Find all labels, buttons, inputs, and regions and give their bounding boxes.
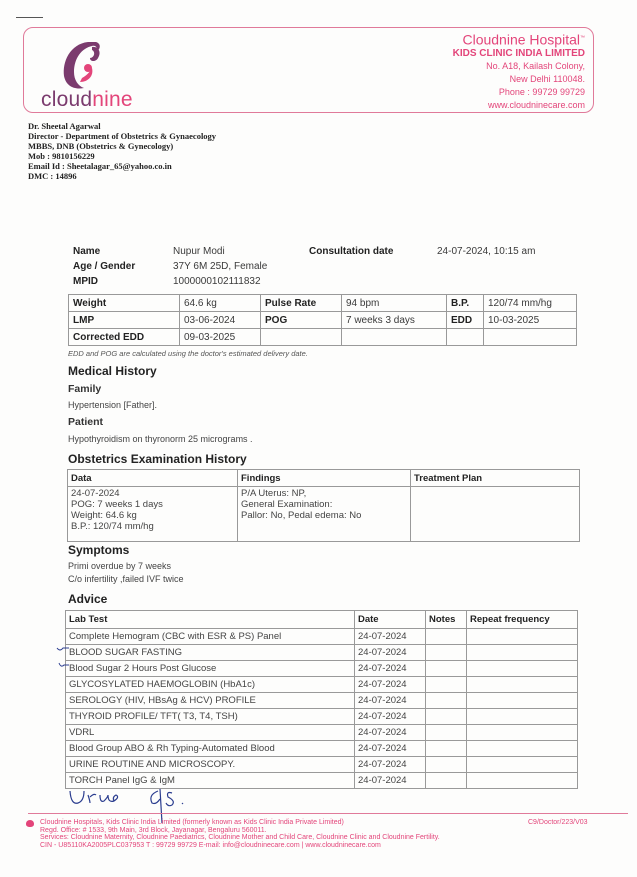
lab-repeat [467, 757, 578, 773]
lab-date: 24-07-2024 [355, 645, 426, 661]
lab-date: 24-07-2024 [355, 773, 426, 789]
footer-line-1: Cloudnine Hospitals, Kids Clinic India Limited (formerly known as Kids Clinic India Private Limited) [40, 819, 344, 826]
lab-repeat [467, 773, 578, 789]
empty-cell [342, 329, 447, 346]
doctor-info [28, 121, 216, 181]
name-label: Name [73, 246, 101, 257]
lmp-value: 03-06-2024 [180, 312, 261, 329]
lab-test: TORCH Panel IgG & IgM [66, 773, 355, 789]
lab-notes [426, 677, 467, 693]
family-heading: Family [68, 383, 102, 395]
hospital-address-block [453, 30, 585, 112]
lab-date: 24-07-2024 [355, 725, 426, 741]
col-lab-test: Lab Test [66, 611, 355, 629]
symptom-line: C/o infertility ,failed IVF twice [68, 574, 184, 584]
obstetrics-header-row [68, 470, 580, 487]
col-date: Date [355, 611, 426, 629]
lab-repeat [467, 629, 578, 645]
symptoms-heading: Symptoms [68, 543, 130, 557]
advice-heading: Advice [68, 592, 108, 606]
mpid-label: MPID [73, 276, 98, 287]
obstetrics-table [67, 469, 580, 542]
advice-table [65, 610, 578, 789]
exam-pog: POG: 7 weeks 1 days [71, 499, 163, 510]
symptom-line: Primi overdue by 7 weeks [68, 561, 172, 571]
advice-row [66, 709, 578, 725]
lab-test: Blood Sugar 2 Hours Post Glucose [66, 661, 355, 677]
lab-date: 24-07-2024 [355, 629, 426, 645]
exam-weight: Weight: 64.6 kg [71, 510, 137, 521]
bp-label: B.P. [447, 295, 484, 312]
top-dash-mark [16, 17, 43, 18]
doctor-mobile: Mob : 9810156229 [28, 151, 95, 161]
footer-divider [28, 813, 628, 814]
doctor-email: Email Id : Sheetalagar_65@yahoo.co.in [28, 161, 172, 171]
handwritten-tick-icon [58, 659, 70, 669]
footer-line-4: CIN - U85110KA2005PLC037953 T : 99729 99729 E-mail: info@cloudninecare.com | www.cloudninecare.com [40, 841, 381, 849]
lab-notes [426, 773, 467, 789]
empty-cell [447, 329, 484, 346]
pog-value: 7 weeks 3 days [342, 312, 447, 329]
corrected-edd-value: 09-03-2025 [180, 329, 261, 346]
lab-date: 24-07-2024 [355, 741, 426, 757]
footer-line-3: Services: Cloudnine Maternity, Cloudnine Paediatrics, Cloudnine Mother and Child Care, Cloudnine Clinic and Cloudnine Fertility. [40, 834, 440, 841]
lab-repeat [467, 693, 578, 709]
address-line-2: New Delhi 110048. [509, 73, 585, 84]
advice-header-row [66, 611, 578, 629]
lab-test: SEROLOGY (HIV, HBsAg & HCV) PROFILE [66, 693, 355, 709]
cloudnine-wordmark [41, 88, 133, 112]
lab-notes [426, 645, 467, 661]
pulse-value: 94 bpm [342, 295, 447, 312]
weight-value: 64.6 kg [180, 295, 261, 312]
lmp-label: LMP [69, 312, 180, 329]
advice-row [66, 725, 578, 741]
patient-history: Hypothyroidism on thyronorm 25 micrograms . [68, 434, 253, 444]
lab-repeat [467, 645, 578, 661]
lab-repeat [467, 725, 578, 741]
col-findings: Findings [238, 470, 411, 487]
lab-repeat [467, 677, 578, 693]
col-repeat-frequency: Repeat frequency [467, 611, 578, 629]
advice-row [66, 661, 578, 677]
consultation-date-label: Consultation date [309, 246, 394, 257]
patient-age: 37Y 6M 25D, Female [173, 261, 268, 272]
obstetrics-row [68, 487, 580, 542]
finding-line: General Examination: [241, 499, 333, 510]
lab-date: 24-07-2024 [355, 757, 426, 773]
handwritten-tick-icon [56, 643, 70, 653]
lab-date: 24-07-2024 [355, 709, 426, 725]
advice-row [66, 741, 578, 757]
lab-repeat [467, 709, 578, 725]
hospital-website[interactable]: www.cloudninecare.com [487, 99, 585, 110]
family-history: Hypertension [Father]. [68, 400, 158, 410]
finding-line: P/A Uterus: NP, [241, 488, 307, 499]
lab-test: Complete Hemogram (CBC with ESR & PS) Panel [66, 629, 355, 645]
lab-notes [426, 661, 467, 677]
lab-repeat [467, 741, 578, 757]
pulse-label: Pulse Rate [261, 295, 342, 312]
trademark: ™ [580, 35, 585, 41]
doctor-name: Dr. Sheetal Agarwal [28, 121, 101, 131]
corrected-edd-label: Corrected EDD [69, 329, 180, 346]
doctor-title: Director - Department of Obstetrics & Gynaecology [28, 131, 217, 141]
footer-line-2: Regd. Office: # 1533, 9th Main, 3rd Block, Jayanagar, Bengaluru 560011. [40, 826, 267, 834]
exam-date: 24-07-2024 [71, 488, 120, 499]
hospital-phone: Phone : 99729 99729 [498, 86, 585, 97]
empty-cell [261, 329, 342, 346]
doctor-degrees: MBBS, DNB (Obstetrics & Gynecology) [28, 141, 174, 151]
col-treatment-plan: Treatment Plan [411, 470, 580, 487]
patient-mpid: 1000000102111832 [173, 276, 261, 287]
advice-row [66, 757, 578, 773]
age-label: Age / Gender [73, 261, 136, 272]
bp-value: 120/74 mm/hg [484, 295, 577, 312]
address-line-1: No. A18, Kailash Colony, [486, 60, 585, 71]
patient-name: Nupur Modi [173, 246, 225, 257]
lab-test: URINE ROUTINE AND MICROSCOPY. [66, 757, 355, 773]
edd-note: EDD and POG are calculated using the doctor's estimated delivery date. [68, 349, 308, 358]
col-notes: Notes [426, 611, 467, 629]
edd-label: EDD [447, 312, 484, 329]
advice-row [66, 645, 578, 661]
obstetrics-treatment-cell [411, 487, 580, 542]
wordmark-nine: nine [92, 88, 133, 111]
finding-line: Pallor: No, Pedal edema: No [241, 510, 362, 521]
lab-date: 24-07-2024 [355, 693, 426, 709]
document-code: C9/Doctor/223/V03 [528, 819, 588, 826]
lab-notes [426, 757, 467, 773]
medical-history-heading: Medical History [68, 364, 157, 378]
exam-bp: B.P.: 120/74 mm/hg [71, 521, 154, 532]
obstetrics-heading: Obstetrics Examination History [68, 452, 247, 466]
edd-value: 10-03-2025 [484, 312, 577, 329]
advice-row [66, 629, 578, 645]
empty-cell [484, 329, 577, 346]
obstetrics-data-cell [68, 487, 238, 542]
consultation-date: 24-07-2024, 10:15 am [437, 246, 536, 257]
lab-test: BLOOD SUGAR FASTING [66, 645, 355, 661]
lab-test: Blood Group ABO & Rh Typing-Automated Blood [66, 741, 355, 757]
weight-label: Weight [69, 295, 180, 312]
lab-notes [426, 709, 467, 725]
obstetrics-findings-cell [238, 487, 411, 542]
col-data: Data [68, 470, 238, 487]
patient-heading: Patient [68, 416, 104, 428]
company-name: KIDS CLINIC INDIA LIMITED [452, 47, 585, 59]
hospital-name: Cloudnine Hospital [462, 31, 580, 48]
lab-test: THYROID PROFILE/ TFT( T3, T4, TSH) [66, 709, 355, 725]
lab-date: 24-07-2024 [355, 677, 426, 693]
vitals-row [69, 312, 577, 329]
footer-text [40, 819, 440, 849]
lab-notes [426, 725, 467, 741]
vitals-row [69, 329, 577, 346]
lab-date: 24-07-2024 [355, 661, 426, 677]
handwritten-note [68, 783, 218, 823]
lab-repeat [467, 661, 578, 677]
lab-notes [426, 693, 467, 709]
cloudnine-footer-icon [26, 820, 34, 827]
lab-test: VDRL [66, 725, 355, 741]
wordmark-cloud: cloud [41, 88, 93, 111]
advice-row [66, 693, 578, 709]
lab-notes [426, 741, 467, 757]
lab-notes [426, 629, 467, 645]
pog-label: POG [261, 312, 342, 329]
advice-row [66, 677, 578, 693]
vitals-table [68, 294, 577, 346]
doctor-dmc: DMC : 14896 [28, 171, 77, 181]
vitals-row [69, 295, 577, 312]
lab-test: GLYCOSYLATED HAEMOGLOBIN (HbA1c) [66, 677, 355, 693]
